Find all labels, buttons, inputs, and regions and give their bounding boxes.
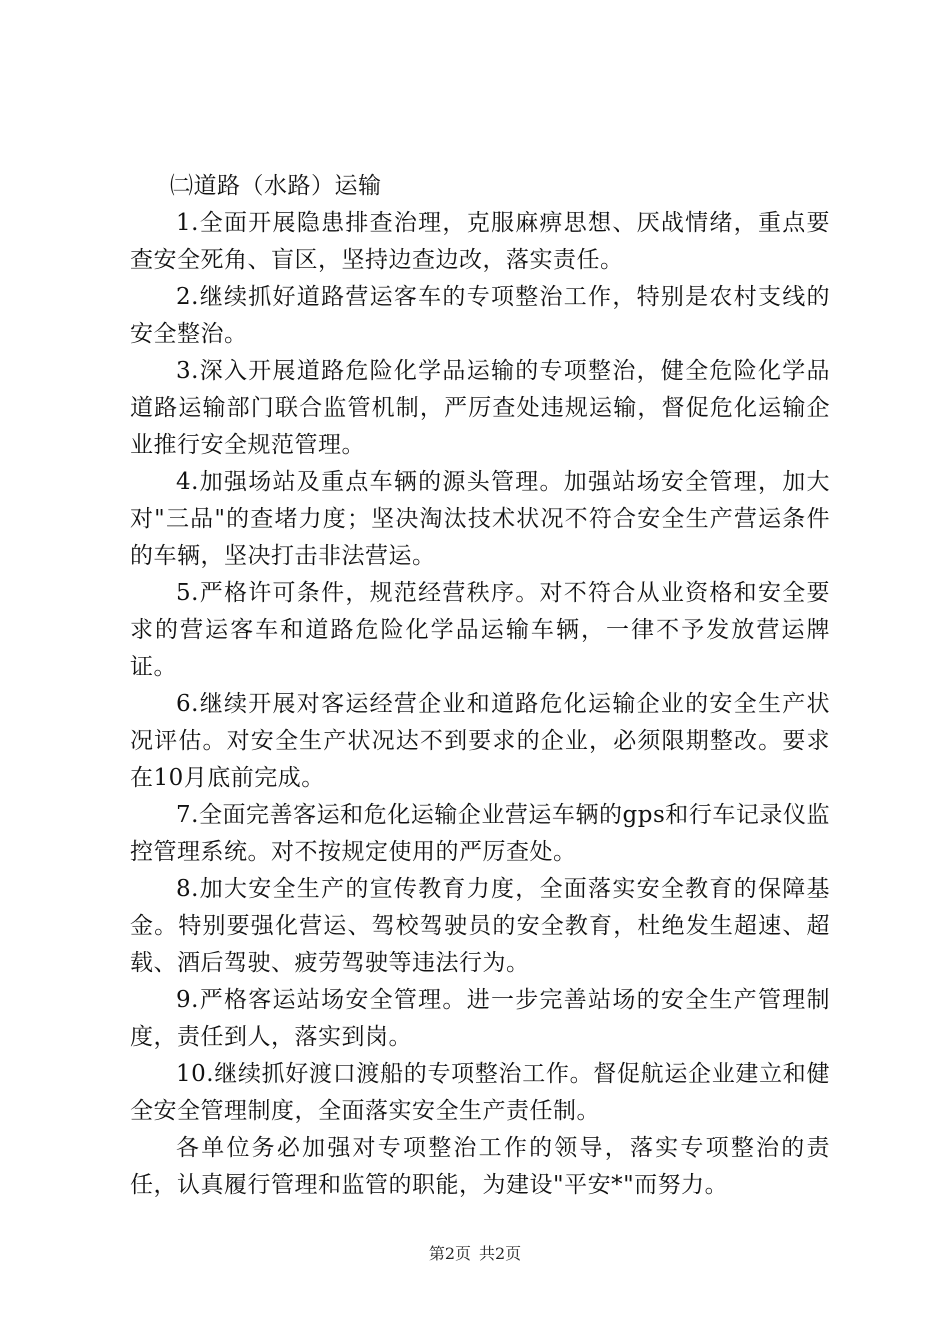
paragraph-9: 9.严格客运站场安全管理。进一步完善站场的安全生产管理制度，责任到人，落实到岗。 <box>130 987 830 1050</box>
closing-paragraph: 各单位务必加强对专项整治工作的领导，落实专项整治的责任，认真履行管理和监管的职能，为建设"平安*"而努力。 <box>130 1135 830 1198</box>
page-footer <box>0 1244 950 1264</box>
paragraph-7: 7.全面完善客运和危化运输企业营运车辆的gps和行车记录仪监控管理系统。对不按规定使用的严厉查处。 <box>130 802 830 865</box>
document-body <box>130 168 830 1204</box>
paragraph-3: 3.深入开展道路危险化学品运输的专项整治，健全危险化学品道路运输部门联合监管机制，严厉查处违规运输，督促危化运输企业推行安全规范管理。 <box>130 358 830 458</box>
paragraph-4: 4.加强场站及重点车辆的源头管理。加强站场安全管理，加大对"三品"的查堵力度；坚决淘汰技术状况不符合安全生产营运条件的车辆，坚决打击非法营运。 <box>130 469 830 569</box>
paragraph-8: 8.加大安全生产的宣传教育力度，全面落实安全教育的保障基金。特别要强化营运、驾校驾驶员的安全教育，杜绝发生超速、超载、酒后驾驶、疲劳驾驶等违法行为。 <box>130 876 830 976</box>
paragraph-1: 1.全面开展隐患排查治理，克服麻痹思想、厌战情绪，重点要查安全死角、盲区，坚持边查边改，落实责任。 <box>130 210 830 273</box>
page-total: 共2页 <box>479 1244 522 1263</box>
page-number: 第2页 <box>428 1244 471 1263</box>
paragraph-5: 5.严格许可条件，规范经营秩序。对不符合从业资格和安全要求的营运客车和道路危险化学品运输车辆，一律不予发放营运牌证。 <box>130 580 830 680</box>
paragraph-10: 10.继续抓好渡口渡船的专项整治工作。督促航运企业建立和健全安全管理制度，全面落实安全生产责任制。 <box>130 1061 830 1124</box>
section-heading: ㈡道路（水路）运输 <box>170 173 382 199</box>
paragraph-6: 6.继续开展对客运经营企业和道路危化运输企业的安全生产状况评估。对安全生产状况达不到要求的企业，必须限期整改。要求在10月底前完成。 <box>130 691 830 791</box>
paragraph-2: 2.继续抓好道路营运客车的专项整治工作，特别是农村支线的安全整治。 <box>130 284 830 347</box>
